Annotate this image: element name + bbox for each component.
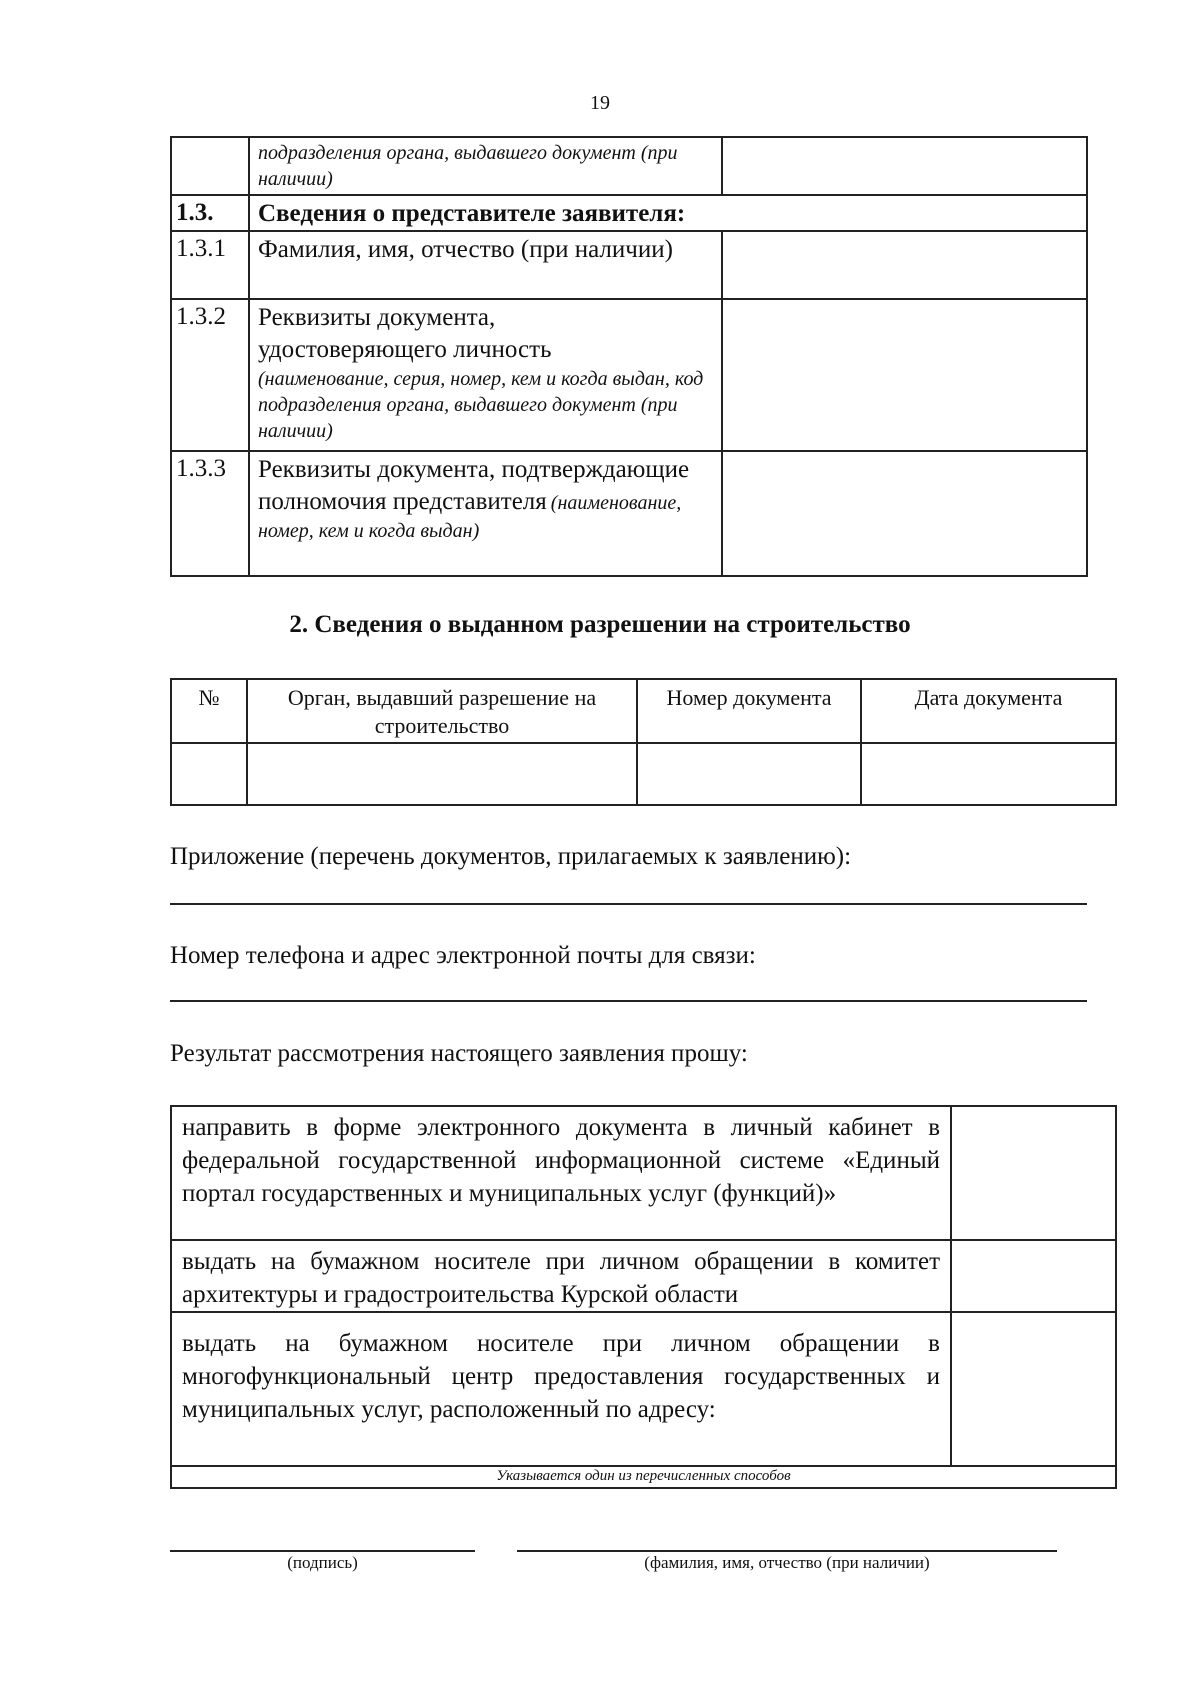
table-row: [171, 195, 1087, 231]
table-row: [171, 451, 1087, 576]
column-header-doc-number: Номер документа: [637, 679, 861, 743]
table-row: [171, 231, 1087, 299]
section-number: 1.3.: [171, 195, 249, 231]
page-number: 19: [590, 92, 610, 114]
row-number: 1.3.1: [171, 231, 249, 299]
column-header-doc-date: Дата документа: [861, 679, 1116, 743]
value-cell[interactable]: [722, 451, 1087, 576]
value-cell[interactable]: [722, 299, 1087, 451]
section-title: Сведения о представителе заявителя:: [249, 195, 1087, 231]
row-number: [171, 137, 249, 195]
table-row: [171, 1466, 1116, 1488]
fio-caption: (фамилия, имя, отчество (при наличии): [644, 1553, 930, 1572]
table-row: [171, 137, 1087, 195]
value-cell[interactable]: [722, 137, 1087, 195]
section-heading: 2. Сведения о выданном разрешении на строительство: [289, 611, 911, 638]
cell-doc-date[interactable]: [861, 743, 1116, 805]
column-header-issuer: Орган, выдавший разрешение на строительство: [247, 679, 637, 743]
cell-doc-number[interactable]: [637, 743, 861, 805]
row-label: Реквизиты документа, удостоверяющего личность (наименование, серия, номер, кем и когда выдан, код подразделения органа, выдавшего документ (при наличии): [249, 299, 722, 451]
option-paper-mfc: выдать на бумажном носителе при личном обращении в многофункциональный центр предоставления государственных и муниципальных услуг, расположенный по адресу:: [171, 1312, 951, 1466]
value-cell[interactable]: [722, 231, 1087, 299]
table-row: [171, 1106, 1116, 1240]
row-label: Реквизиты документа, подтверждающие полномочия представителя (наименование, номер, кем и когда выдан): [249, 451, 722, 576]
row-label: подразделения органа, выдавшего документ (при наличии): [249, 137, 722, 195]
result-label: Результат рассмотрения настоящего заявления прошу:: [170, 1040, 748, 1067]
applicant-representative-table: [170, 136, 1088, 577]
table-row: [171, 1240, 1116, 1312]
option-paper-committee-checkbox[interactable]: [951, 1240, 1116, 1312]
permit-table: [170, 678, 1117, 806]
option-electronic: направить в форме электронного документа в личный кабинет в федеральной государственной информационной системе «Единый портал государственных и муниципальных услуг (функций)»: [171, 1106, 951, 1240]
attachment-input-line[interactable]: [170, 903, 1087, 905]
table-row: [171, 299, 1087, 451]
contact-label: Номер телефона и адрес электронной почты для связи:: [170, 942, 756, 969]
result-options-table: [170, 1105, 1117, 1489]
row-number: 1.3.2: [171, 299, 249, 451]
cell-number[interactable]: [171, 743, 247, 805]
cell-issuer[interactable]: [247, 743, 637, 805]
row-number: 1.3.3: [171, 451, 249, 576]
table-row: [171, 1312, 1116, 1466]
signature-caption: (подпись): [287, 1553, 358, 1572]
attachment-label: Приложение (перечень документов, прилагаемых к заявлению):: [170, 843, 852, 870]
fio-line[interactable]: [517, 1550, 1057, 1552]
result-note: Указывается один из перечисленных способов: [171, 1466, 1116, 1488]
table-header-row: [171, 679, 1116, 743]
row-label: Фамилия, имя, отчество (при наличии): [249, 231, 722, 299]
table-row: [171, 743, 1116, 805]
option-electronic-checkbox[interactable]: [951, 1106, 1116, 1240]
contact-input-line[interactable]: [170, 1000, 1087, 1002]
option-paper-mfc-checkbox[interactable]: [951, 1312, 1116, 1466]
column-header-number: №: [171, 679, 247, 743]
option-paper-committee: выдать на бумажном носителе при личном обращении в комитет архитектуры и градостроительства Курской области: [171, 1240, 951, 1312]
signature-line[interactable]: [170, 1550, 475, 1552]
